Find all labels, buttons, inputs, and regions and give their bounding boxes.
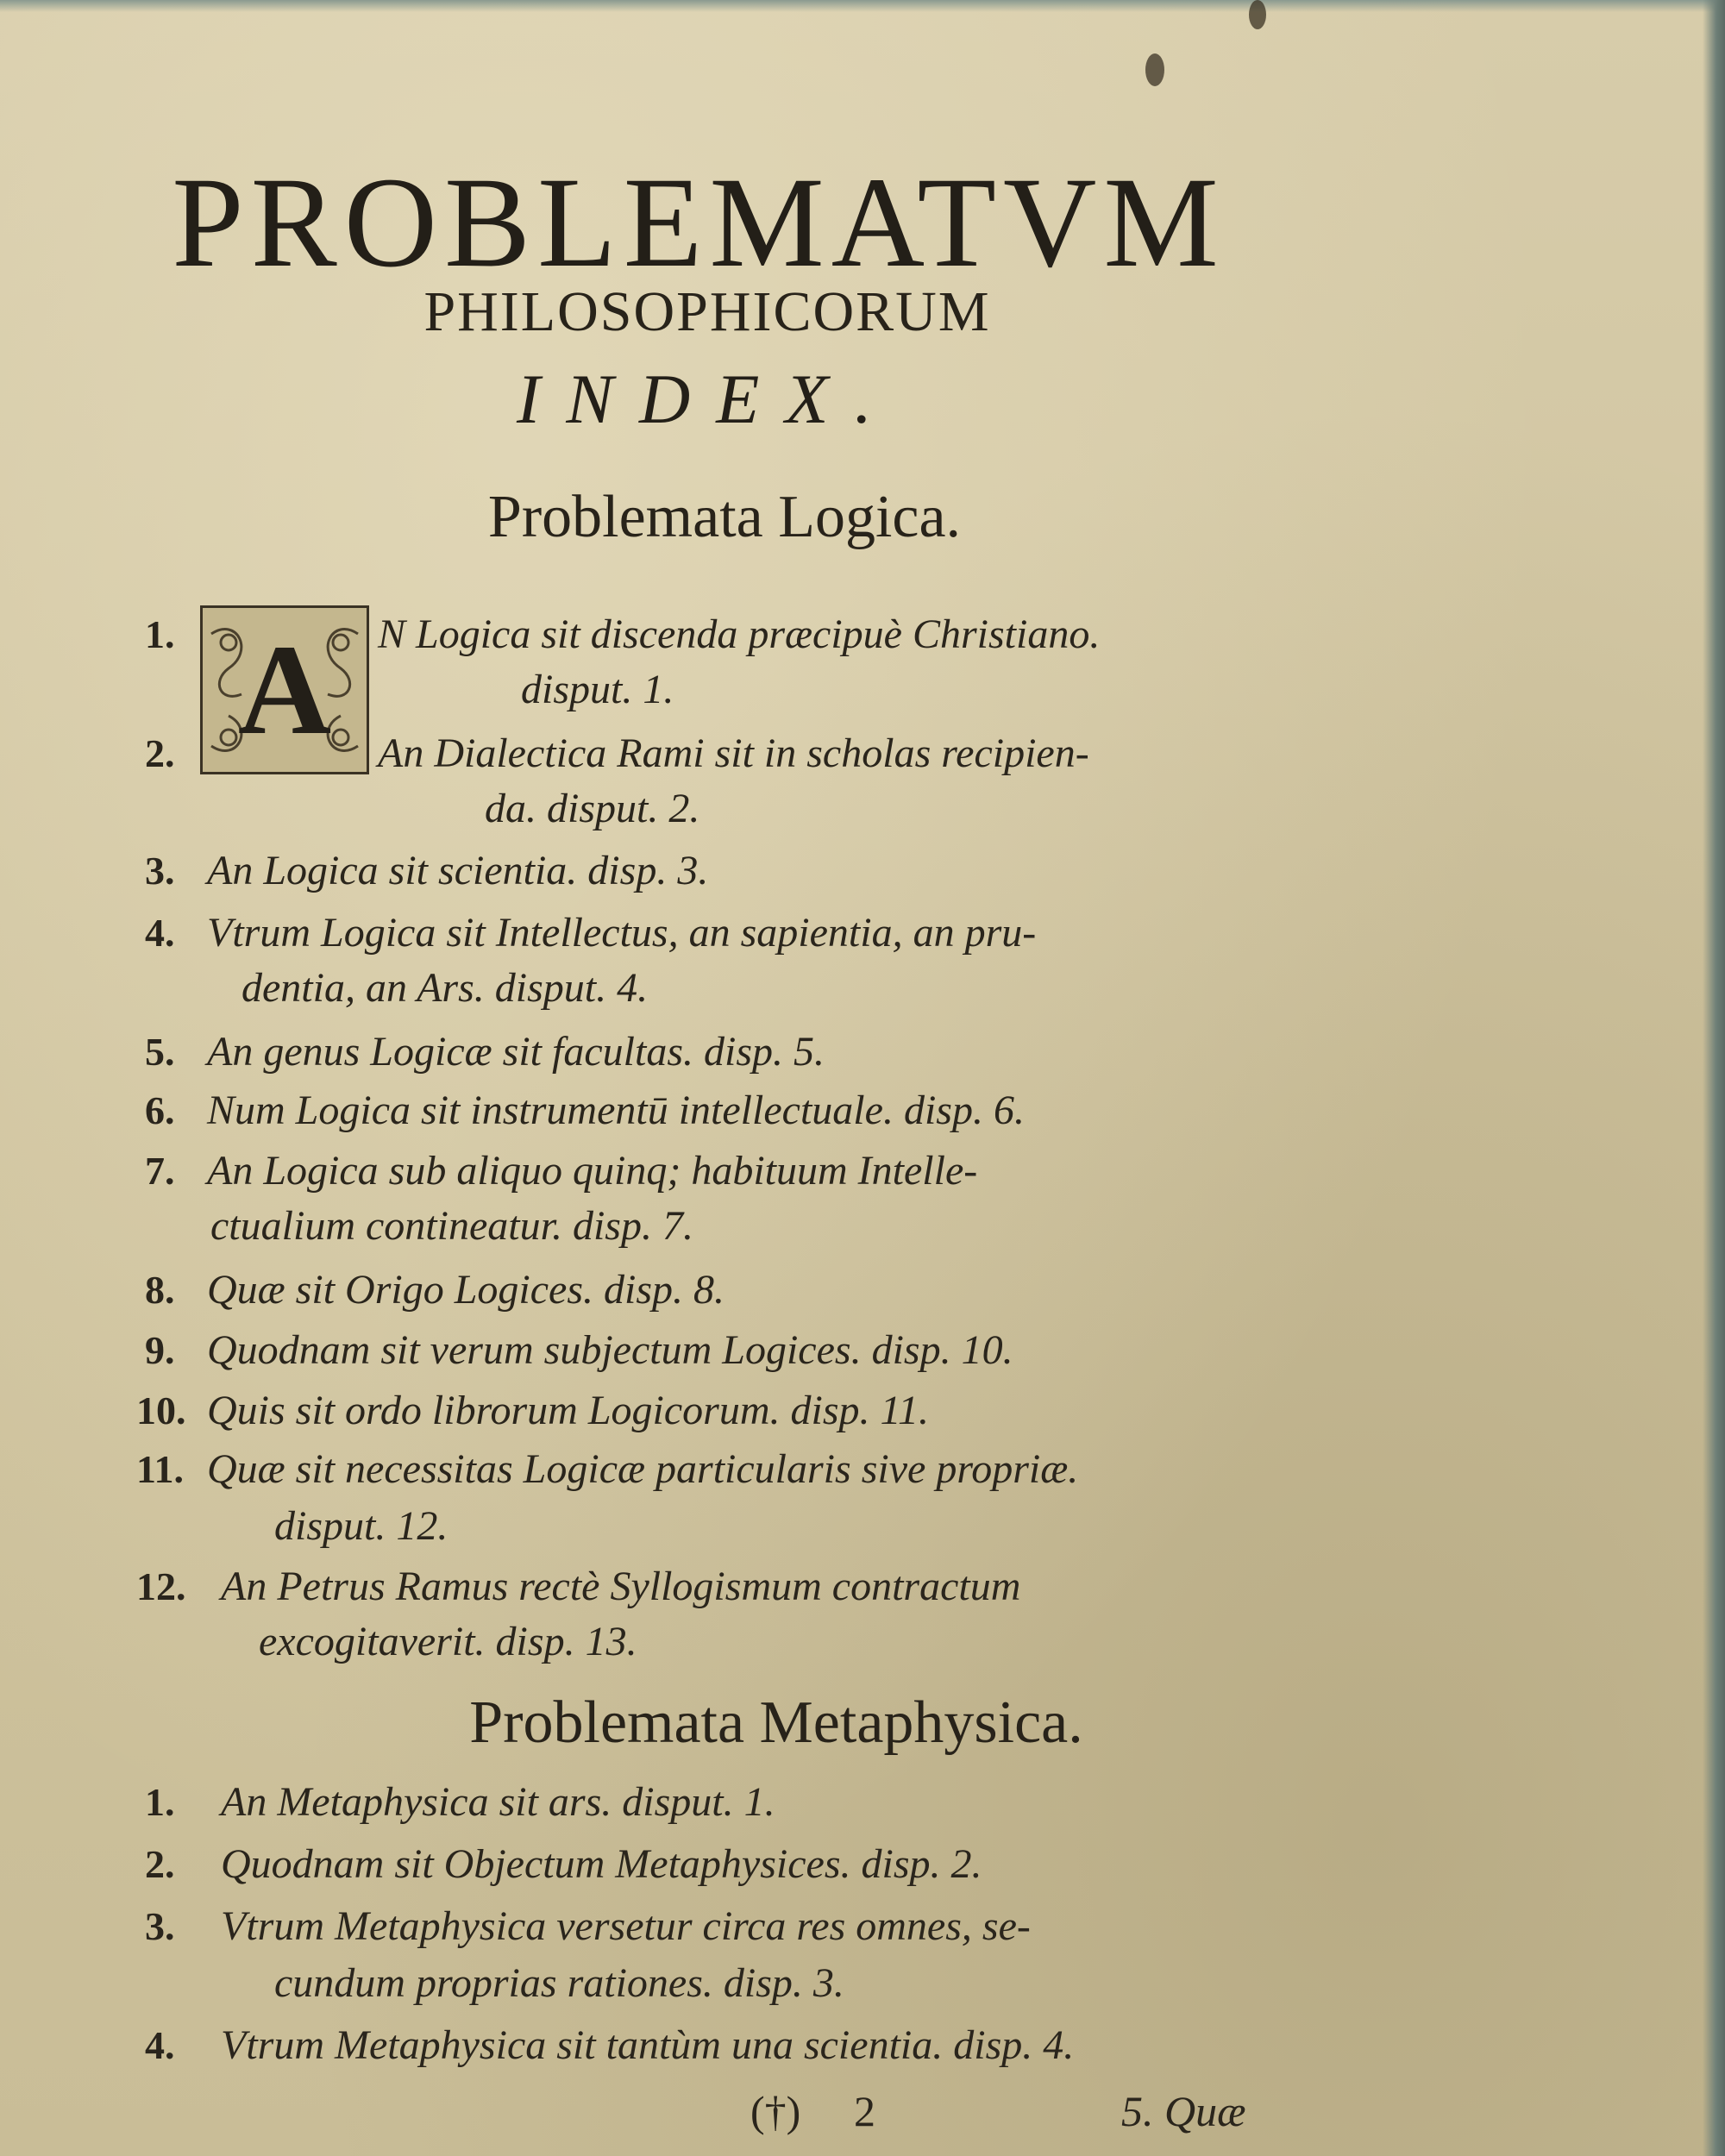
- entry-text: Vtrum Metaphysica versetur circa res omnes, se-: [221, 1903, 1031, 1949]
- entry-text: An Dialectica Rami sit in scholas recipien-: [378, 730, 1089, 776]
- signature-mark: (†): [750, 2087, 801, 2135]
- entry-text: An Logica sit scientia. disp. 3.: [207, 848, 709, 893]
- entry-number: 7.: [145, 1149, 175, 1193]
- entry-text: Quis sit ordo librorum Logicorum. disp. 11.: [207, 1388, 929, 1433]
- entry-number: 4.: [145, 2023, 175, 2067]
- entry-text: Vtrum Metaphysica sit tantùm una scientia. disp. 4.: [221, 2022, 1075, 2068]
- entry-number: 1.: [145, 612, 175, 656]
- drop-cap-letter: A: [237, 618, 332, 761]
- entry-text: An genus Logicæ sit facultas. disp. 5.: [207, 1029, 825, 1075]
- entry-number: 6.: [145, 1088, 175, 1132]
- entry-number: 8.: [145, 1268, 175, 1312]
- entry-number: 4.: [145, 911, 175, 955]
- entry-text: Num Logica sit instrumentū intellectuale. disp. 6.: [207, 1087, 1025, 1133]
- folio-number: 2: [854, 2087, 875, 2135]
- entry-text: N Logica sit discenda præcipuè Christiano.: [378, 611, 1101, 657]
- entry-number: 10.: [136, 1388, 186, 1432]
- entry-text: Vtrum Logica sit Intellectus, an sapientia, an pru-: [207, 910, 1037, 956]
- page-top-edge: [0, 0, 1725, 12]
- ornamental-initial-a-icon: [200, 605, 369, 774]
- section-heading-logica: Problemata Logica.: [487, 484, 962, 550]
- section-heading-metaphysica: Problemata Metaphysica.: [469, 1689, 1083, 1756]
- entry-number: 2.: [145, 731, 175, 775]
- entry-text: An Metaphysica sit ars. disput. 1.: [221, 1779, 775, 1825]
- entry-text: An Petrus Ramus rectè Syllogismum contractum: [221, 1564, 1021, 1609]
- entry-number: 12.: [136, 1564, 186, 1608]
- catchword: 5. Quæ: [1121, 2087, 1246, 2135]
- entry-number: 2.: [145, 1842, 175, 1886]
- entry-number: 1.: [145, 1780, 175, 1824]
- entry-text: da. disput. 2.: [485, 786, 700, 831]
- entry-text: excogitaverit. disp. 13.: [259, 1619, 637, 1664]
- entry-text: ctualium contineatur. disp. 7.: [210, 1203, 693, 1249]
- entry-number: 3.: [145, 849, 175, 893]
- entry-number: 11.: [136, 1447, 184, 1491]
- entry-text: Quæ sit necessitas Logicæ particularis sive propriæ.: [207, 1446, 1079, 1492]
- entry-text: Quodnam sit Objectum Metaphysices. disp. 2.: [221, 1841, 982, 1887]
- title-line-1: PROBLEMATVM: [172, 151, 1226, 294]
- title-line-2: PHILOSOPHICORUM: [423, 280, 991, 343]
- entry-number: 3.: [145, 1904, 175, 1948]
- entry-text: cundum proprias rationes. disp. 3.: [274, 1960, 844, 2006]
- entry-text: Quæ sit Origo Logices. disp. 8.: [207, 1267, 725, 1313]
- entry-number: 5.: [145, 1030, 175, 1074]
- entry-text: disput. 12.: [274, 1503, 448, 1549]
- entry-text: An Logica sub aliquo quinq; habituum Intelle-: [207, 1148, 978, 1194]
- entry-text: disput. 1.: [521, 667, 674, 712]
- ink-stain: [1249, 0, 1266, 29]
- page-right-edge: [1703, 0, 1725, 2156]
- title-line-3: INDEX.: [517, 360, 898, 438]
- entry-text: dentia, an Ars. disput. 4.: [242, 965, 649, 1011]
- entry-text: Quodnam sit verum subjectum Logices. disp. 10.: [207, 1327, 1013, 1373]
- entry-number: 9.: [145, 1328, 175, 1372]
- ink-stain: [1145, 53, 1164, 86]
